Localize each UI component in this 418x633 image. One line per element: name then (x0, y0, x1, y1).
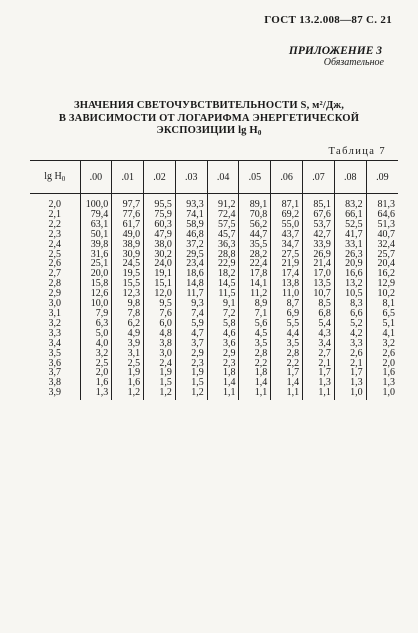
table-row (30, 339, 398, 349)
table-cell: 10,5 (334, 289, 366, 299)
row-header-lg: 3,5 (48, 347, 61, 359)
column-header: .02 (144, 161, 176, 194)
table-cell: 5,0 (80, 329, 112, 339)
row-header-lg: 2,0 (48, 199, 61, 210)
table-cell: 2,9 (207, 349, 239, 359)
table-cell: 30,9 (112, 250, 144, 260)
title-line-3 (0, 125, 418, 140)
table-cell: 1,7 (303, 368, 335, 378)
table-cell: 60,3 (144, 220, 176, 230)
table-cell: 10,2 (366, 289, 398, 299)
table-number-label: Таблица 7 (328, 146, 386, 157)
table-cell: 16,6 (334, 269, 366, 279)
table-cell: 5,6 (239, 319, 271, 329)
table-cell: 33,1 (334, 240, 366, 250)
table-cell: 11,7 (175, 289, 207, 299)
table-row (30, 289, 398, 299)
table-row (30, 329, 398, 339)
table-cell: 17,8 (239, 269, 271, 279)
table-cell: 2,5 (112, 359, 144, 369)
table-cell: 22,9 (207, 259, 239, 269)
table-cell: 53,7 (303, 220, 335, 230)
table-cell: 1,2 (144, 388, 176, 400)
corner-header-subscript: 0 (61, 175, 66, 183)
table-cell: 9,8 (112, 299, 144, 309)
table-cell: 1,1 (303, 388, 335, 400)
table-cell: 64,6 (366, 210, 398, 220)
table-body (30, 194, 398, 401)
table-cell: 7,1 (239, 309, 271, 319)
table-cell: 97,7 (112, 194, 144, 210)
table-cell: 7,9 (80, 309, 112, 319)
table-cell: 85,1 (303, 194, 335, 210)
row-header-lg: 2,7 (48, 268, 61, 280)
table-cell: 6,8 (303, 309, 335, 319)
table-cell: 26,9 (303, 250, 335, 260)
row-header-lg: 2,9 (48, 288, 61, 300)
table-cell: 77,6 (112, 210, 144, 220)
table-cell: 20,9 (334, 259, 366, 269)
table-cell: 2,1 (334, 359, 366, 369)
table-cell: 9,3 (175, 299, 207, 309)
table-cell: 12,3 (112, 289, 144, 299)
table-cell: 6,5 (366, 309, 398, 319)
table-cell: 93,3 (175, 194, 207, 210)
table-cell: 4,9 (112, 329, 144, 339)
table-cell: 7,2 (207, 309, 239, 319)
table-cell: 1,1 (207, 388, 239, 400)
title-line-3-text: ЭКСПОЗИЦИИ lg H (156, 125, 258, 136)
table-cell: 13,5 (303, 279, 335, 289)
table-cell: 12,0 (144, 289, 176, 299)
table-cell: 1,7 (271, 368, 303, 378)
table-row (30, 349, 398, 359)
table-cell: 1,3 (303, 378, 335, 388)
table-cell: 4,5 (239, 329, 271, 339)
row-header-lg: 3,1 (48, 307, 61, 319)
table-cell: 1,3 (366, 378, 398, 388)
column-header: .00 (80, 161, 112, 194)
table-cell: 83,2 (334, 194, 366, 210)
table-cell: 39,8 (80, 240, 112, 250)
table-cell: 3,1 (112, 349, 144, 359)
table-cell: 3,2 (80, 349, 112, 359)
table-cell: 30,2 (144, 250, 176, 260)
row-header-lg: 3,7 (48, 367, 61, 379)
table-cell: 29,5 (175, 250, 207, 260)
column-header: .07 (303, 161, 335, 194)
table-cell: 4,3 (303, 329, 335, 339)
sensitivity-table (30, 160, 398, 400)
table-cell: 14,5 (207, 279, 239, 289)
table-row (30, 368, 398, 378)
row-header-lg: 3,2 (48, 317, 61, 329)
table-cell: 2,7 (303, 349, 335, 359)
table-cell: 56,2 (239, 220, 271, 230)
table-cell: 1,2 (175, 388, 207, 400)
table-cell: 5,4 (303, 319, 335, 329)
table-cell: 37,2 (175, 240, 207, 250)
table-title (0, 100, 418, 140)
table-cell: 15,8 (80, 279, 112, 289)
row-header-lg: 3,0 (48, 298, 61, 310)
table-cell: 1,2 (112, 388, 144, 400)
appendix-block (289, 45, 382, 69)
table-cell: 55,0 (271, 220, 303, 230)
table-cell: 3,4 (303, 339, 335, 349)
table-cell: 4,2 (334, 329, 366, 339)
table-cell: 24,0 (144, 259, 176, 269)
row-header-lg: 2,3 (48, 228, 61, 240)
table-cell: 6,6 (334, 309, 366, 319)
table-cell: 3,3 (334, 339, 366, 349)
table-cell: 69,2 (271, 210, 303, 220)
table-cell: 1,5 (175, 378, 207, 388)
table-cell: 1,0 (366, 388, 398, 400)
table-cell: 1,9 (112, 368, 144, 378)
table-cell: 38,0 (144, 240, 176, 250)
table-cell: 47,9 (144, 230, 176, 240)
table-cell: 5,2 (334, 319, 366, 329)
table-cell: 66,1 (334, 210, 366, 220)
table-row (30, 359, 398, 369)
row-header-lg: 2,5 (48, 248, 61, 260)
table-cell: 24,5 (112, 259, 144, 269)
table-cell: 10,7 (303, 289, 335, 299)
table-cell: 28,8 (207, 250, 239, 260)
table-cell: 8,7 (271, 299, 303, 309)
table-cell: 2,6 (366, 349, 398, 359)
table-cell: 11,5 (207, 289, 239, 299)
title-line-2: В ЗАВИСИМОСТИ ОТ ЛОГАРИФМА ЭНЕРГЕТИЧЕСКОЙ (58, 112, 360, 124)
table-cell: 6,2 (112, 319, 144, 329)
table-cell: 2,2 (271, 359, 303, 369)
table-cell: 3,8 (144, 339, 176, 349)
table-cell: 14,8 (175, 279, 207, 289)
table-cell: 57,5 (207, 220, 239, 230)
table-cell: 81,3 (366, 194, 398, 210)
table-cell: 26,3 (334, 250, 366, 260)
table-row (30, 220, 398, 230)
table-cell: 75,9 (144, 210, 176, 220)
table-cell: 20,0 (80, 269, 112, 279)
table-cell: 89,1 (239, 194, 271, 210)
table-cell: 23,4 (175, 259, 207, 269)
table-cell: 22,4 (239, 259, 271, 269)
table-cell: 1,6 (366, 368, 398, 378)
table-cell: 46,8 (175, 230, 207, 240)
row-header-lg: 3,8 (48, 377, 61, 389)
table-row (30, 210, 398, 220)
table-cell: 3,5 (239, 339, 271, 349)
table-cell: 3,9 (112, 339, 144, 349)
corner-header-text: lg H (44, 171, 62, 182)
table-cell: 100,0 (80, 194, 112, 210)
table-cell: 72,4 (207, 210, 239, 220)
table-cell: 2,1 (303, 359, 335, 369)
table-cell: 10,0 (80, 299, 112, 309)
table-cell: 4,8 (144, 329, 176, 339)
column-header: .03 (175, 161, 207, 194)
title-line-1: ЗНАЧЕНИЯ СВЕТОЧУВСТВИТЕЛЬНОСТИ S, м²/Дж, (73, 100, 345, 111)
table-cell: 43,7 (271, 230, 303, 240)
table-cell: 2,4 (144, 359, 176, 369)
table-cell: 5,5 (271, 319, 303, 329)
table-cell: 4,7 (175, 329, 207, 339)
table-cell: 12,6 (80, 289, 112, 299)
table-cell: 63,1 (80, 220, 112, 230)
table-cell: 1,0 (334, 388, 366, 400)
table-row (30, 378, 398, 388)
table-cell: 79,4 (80, 210, 112, 220)
table-cell: 6,9 (271, 309, 303, 319)
column-header: .09 (366, 161, 398, 194)
table-cell: 5,9 (175, 319, 207, 329)
table-cell: 2,3 (207, 359, 239, 369)
table-cell: 51,3 (366, 220, 398, 230)
table-cell: 8,9 (239, 299, 271, 309)
column-header: .06 (271, 161, 303, 194)
table-row (30, 269, 398, 279)
table-cell: 1,3 (80, 388, 112, 400)
appendix-status: Обязательное (323, 57, 384, 68)
table-cell: 19,5 (112, 269, 144, 279)
table-cell: 87,1 (271, 194, 303, 210)
column-header: .04 (207, 161, 239, 194)
row-header-lg: 2,6 (48, 258, 61, 270)
row-header-lg: 3,9 (48, 387, 61, 399)
table-cell: 2,2 (239, 359, 271, 369)
table-cell: 2,8 (271, 349, 303, 359)
table-cell: 8,1 (366, 299, 398, 309)
column-header: .08 (334, 161, 366, 194)
table-cell: 1,4 (239, 378, 271, 388)
table-cell: 16,2 (366, 269, 398, 279)
table-row (30, 299, 398, 309)
table-cell: 1,4 (207, 378, 239, 388)
table-cell: 45,7 (207, 230, 239, 240)
table-cell: 1,1 (239, 388, 271, 400)
table-cell: 14,1 (239, 279, 271, 289)
table-cell: 18,2 (207, 269, 239, 279)
table-cell: 49,0 (112, 230, 144, 240)
table-cell: 18,6 (175, 269, 207, 279)
row-header-lg: 2,8 (48, 278, 61, 290)
table-cell: 1,3 (334, 378, 366, 388)
corner-header (30, 161, 80, 194)
table-cell: 38,9 (112, 240, 144, 250)
table-cell: 44,7 (239, 230, 271, 240)
row-header-lg: 3,3 (48, 327, 61, 339)
table-cell: 2,5 (80, 359, 112, 369)
table-cell: 9,1 (207, 299, 239, 309)
table-cell: 3,2 (366, 339, 398, 349)
table-cell: 2,0 (366, 359, 398, 369)
table-cell: 19,1 (144, 269, 176, 279)
table-cell: 1,1 (271, 388, 303, 400)
column-header: .05 (239, 161, 271, 194)
table-row (30, 240, 398, 250)
table-row (30, 194, 398, 210)
table-cell: 1,9 (144, 368, 176, 378)
table-cell: 1,8 (239, 368, 271, 378)
table-cell: 13,2 (334, 279, 366, 289)
table-cell: 7,4 (175, 309, 207, 319)
table-cell: 36,3 (207, 240, 239, 250)
table-cell: 31,6 (80, 250, 112, 260)
table-cell: 25,1 (80, 259, 112, 269)
table-row (30, 250, 398, 260)
table-cell: 1,8 (207, 368, 239, 378)
table-cell: 7,8 (112, 309, 144, 319)
table-cell: 11,2 (239, 289, 271, 299)
table-cell: 2,9 (175, 349, 207, 359)
table-cell: 1,4 (271, 378, 303, 388)
table-cell: 9,5 (144, 299, 176, 309)
table-cell: 3,6 (207, 339, 239, 349)
table-cell: 11,0 (271, 289, 303, 299)
table-cell: 42,7 (303, 230, 335, 240)
table-cell: 1,7 (334, 368, 366, 378)
row-header-lg: 2,1 (48, 208, 61, 220)
table-cell: 4,6 (207, 329, 239, 339)
table-cell: 74,1 (175, 210, 207, 220)
table-cell: 6,3 (80, 319, 112, 329)
table-cell: 25,7 (366, 250, 398, 260)
table-cell: 21,9 (271, 259, 303, 269)
table-cell: 17,0 (303, 269, 335, 279)
table-cell: 32,4 (366, 240, 398, 250)
row-header-lg: 2,2 (48, 218, 61, 230)
table-row (30, 319, 398, 329)
table-cell: 8,3 (334, 299, 366, 309)
table-cell: 1,5 (144, 378, 176, 388)
table-cell: 15,5 (112, 279, 144, 289)
table-cell: 4,0 (80, 339, 112, 349)
table-cell: 41,7 (334, 230, 366, 240)
table-cell: 5,8 (207, 319, 239, 329)
appendix-label: ПРИЛОЖЕНИЕ 3 (288, 45, 382, 57)
column-header: .01 (112, 161, 144, 194)
table-row (30, 279, 398, 289)
table-cell: 21,4 (303, 259, 335, 269)
row-header-lg: 2,4 (48, 238, 61, 250)
table-cell: 3,5 (271, 339, 303, 349)
table-cell: 67,6 (303, 210, 335, 220)
table-row (30, 309, 398, 319)
table-cell: 28,2 (239, 250, 271, 260)
table-cell: 4,4 (271, 329, 303, 339)
page-header-standard-number: ГОСТ 13.2.008—87 С. 21 (264, 14, 392, 26)
table-cell: 7,6 (144, 309, 176, 319)
table-cell: 95,5 (144, 194, 176, 210)
table-cell: 58,9 (175, 220, 207, 230)
table-row (30, 230, 398, 240)
table-cell: 52,5 (334, 220, 366, 230)
table-cell: 61,7 (112, 220, 144, 230)
table-cell: 2,3 (175, 359, 207, 369)
table-cell: 2,6 (334, 349, 366, 359)
table-cell: 5,1 (366, 319, 398, 329)
table-cell: 15,1 (144, 279, 176, 289)
table-row (30, 259, 398, 269)
title-line-3-subscript: 0 (257, 129, 262, 137)
table-cell: 2,8 (239, 349, 271, 359)
table-cell: 4,1 (366, 329, 398, 339)
table-cell: 2,0 (80, 368, 112, 378)
table-cell: 6,0 (144, 319, 176, 329)
table-cell: 8,5 (303, 299, 335, 309)
table-cell: 1,6 (112, 378, 144, 388)
row-header-lg: 3,4 (48, 337, 61, 349)
table-header-row (30, 161, 398, 194)
table-cell: 70,8 (239, 210, 271, 220)
table-cell: 33,9 (303, 240, 335, 250)
table-cell: 3,0 (144, 349, 176, 359)
table-cell: 17,4 (271, 269, 303, 279)
table-cell: 40,7 (366, 230, 398, 240)
row-header-lg: 3,6 (48, 357, 61, 369)
table-cell: 35,5 (239, 240, 271, 250)
table-cell: 1,6 (80, 378, 112, 388)
table-cell: 13,8 (271, 279, 303, 289)
table-cell: 27,5 (271, 250, 303, 260)
table-cell: 50,1 (80, 230, 112, 240)
table-cell: 3,7 (175, 339, 207, 349)
table-cell: 12,9 (366, 279, 398, 289)
table-cell: 1,9 (175, 368, 207, 378)
table-cell: 91,2 (207, 194, 239, 210)
table-cell: 34,7 (271, 240, 303, 250)
table-cell: 20,4 (366, 259, 398, 269)
table-row (30, 388, 398, 400)
